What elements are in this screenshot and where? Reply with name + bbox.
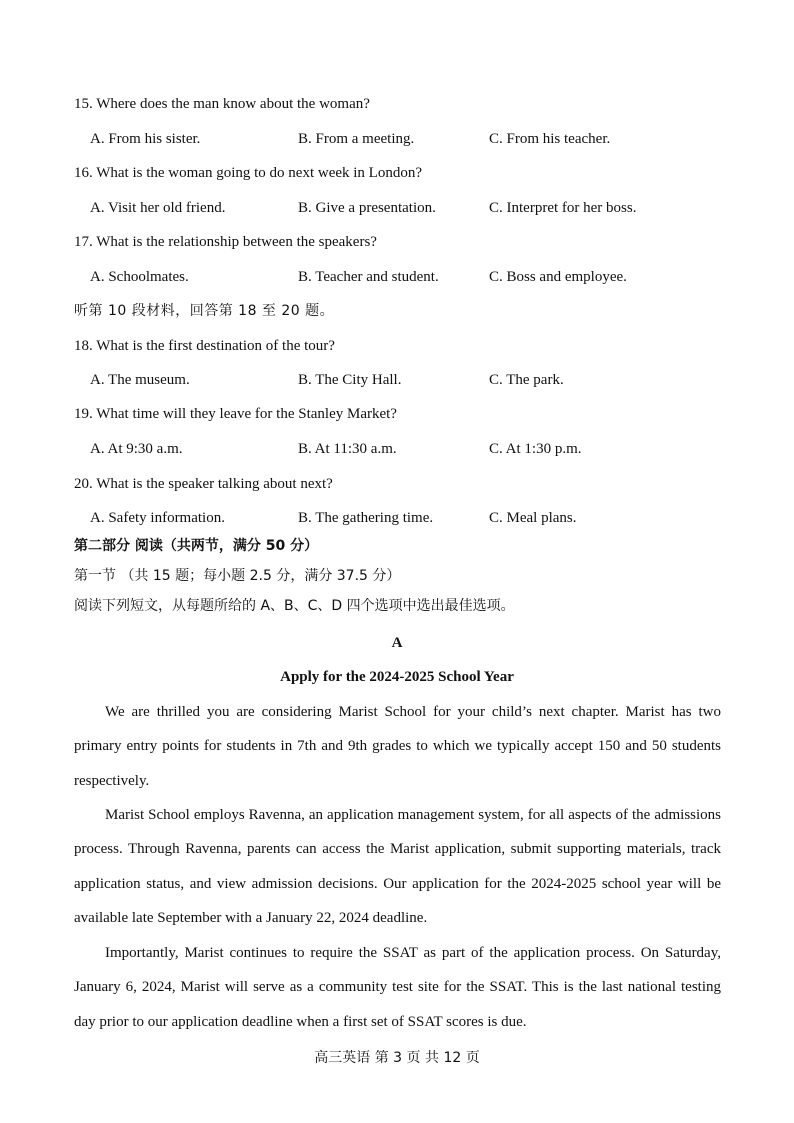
q17-option-b: B. Teacher and student. (298, 269, 439, 285)
passage-paragraph-2: Marist School employs Ravenna, an application management system, for all aspects of the admissions process. Through Ravenna, parents can access the Marist application, submit supporting materials, track application status, and view admission decisions. Our application for the 2024-2025 school year will be available late September with a January 22, 2024 deadline. (74, 807, 721, 926)
passage-label: A (391, 635, 403, 651)
question-20: 20. What is the speaker talking about next? (74, 476, 333, 492)
q19-option-b: B. At 11:30 a.m. (298, 441, 397, 457)
q19-option-a: A. At 9:30 a.m. (90, 441, 183, 457)
q15-option-a: A. From his sister. (90, 131, 201, 147)
part2-heading: 第二部分 阅读（共两节，满分 50 分） (74, 538, 319, 554)
q16-option-b: B. Give a presentation. (298, 200, 436, 216)
question-16: 16. What is the woman going to do next week in London? (74, 165, 422, 181)
q19-option-c: C. At 1:30 p.m. (489, 441, 582, 457)
passage-paragraph-3: Importantly, Marist continues to require the SSAT as part of the application process. On Saturday, January 6, 2024, Marist will serve as a community test site for the SSAT. This is the last national testing day prior to our application deadline when a first set of SSAT scores is due. (74, 945, 721, 1030)
q15-option-c: C. From his teacher. (489, 131, 611, 147)
question-15: 15. Where does the man know about the woman? (74, 96, 370, 112)
section-10-instruction: 听第 10 段材料，回答第 18 至 20 题。 (74, 303, 335, 319)
q17-option-c: C. Boss and employee. (489, 269, 627, 285)
q20-option-c: C. Meal plans. (489, 510, 577, 526)
q18-option-a: A. The museum. (90, 372, 190, 388)
section1-heading: 第一节 （共 15 题；每小题 2.5 分，满分 37.5 分） (74, 568, 401, 584)
q17-option-a: A. Schoolmates. (90, 269, 189, 285)
q20-option-a: A. Safety information. (90, 510, 225, 526)
q20-option-b: B. The gathering time. (298, 510, 434, 526)
question-17: 17. What is the relationship between the speakers? (74, 234, 377, 250)
q18-option-b: B. The City Hall. (298, 372, 402, 388)
reading-instruction: 阅读下列短文，从每题所给的 A、B、C、D 四个选项中选出最佳选项。 (74, 598, 515, 614)
question-18: 18. What is the first destination of the tour? (74, 338, 335, 354)
q18-option-c: C. The park. (489, 372, 564, 388)
q15-option-b: B. From a meeting. (298, 131, 415, 147)
question-19: 19. What time will they leave for the Stanley Market? (74, 406, 397, 422)
passage-paragraph-1: We are thrilled you are considering Marist School for your child’s next chapter. Marist has two primary entry points for students in 7th and 9th grades to which we typically accept 150 and 50 students respectively. (74, 704, 721, 789)
q16-option-a: A. Visit her old friend. (90, 200, 226, 216)
passage-title: Apply for the 2024-2025 School Year (280, 669, 514, 685)
page-footer: 高三英语 第 3 页 共 12 页 (314, 1050, 480, 1066)
q16-option-c: C. Interpret for her boss. (489, 200, 637, 216)
